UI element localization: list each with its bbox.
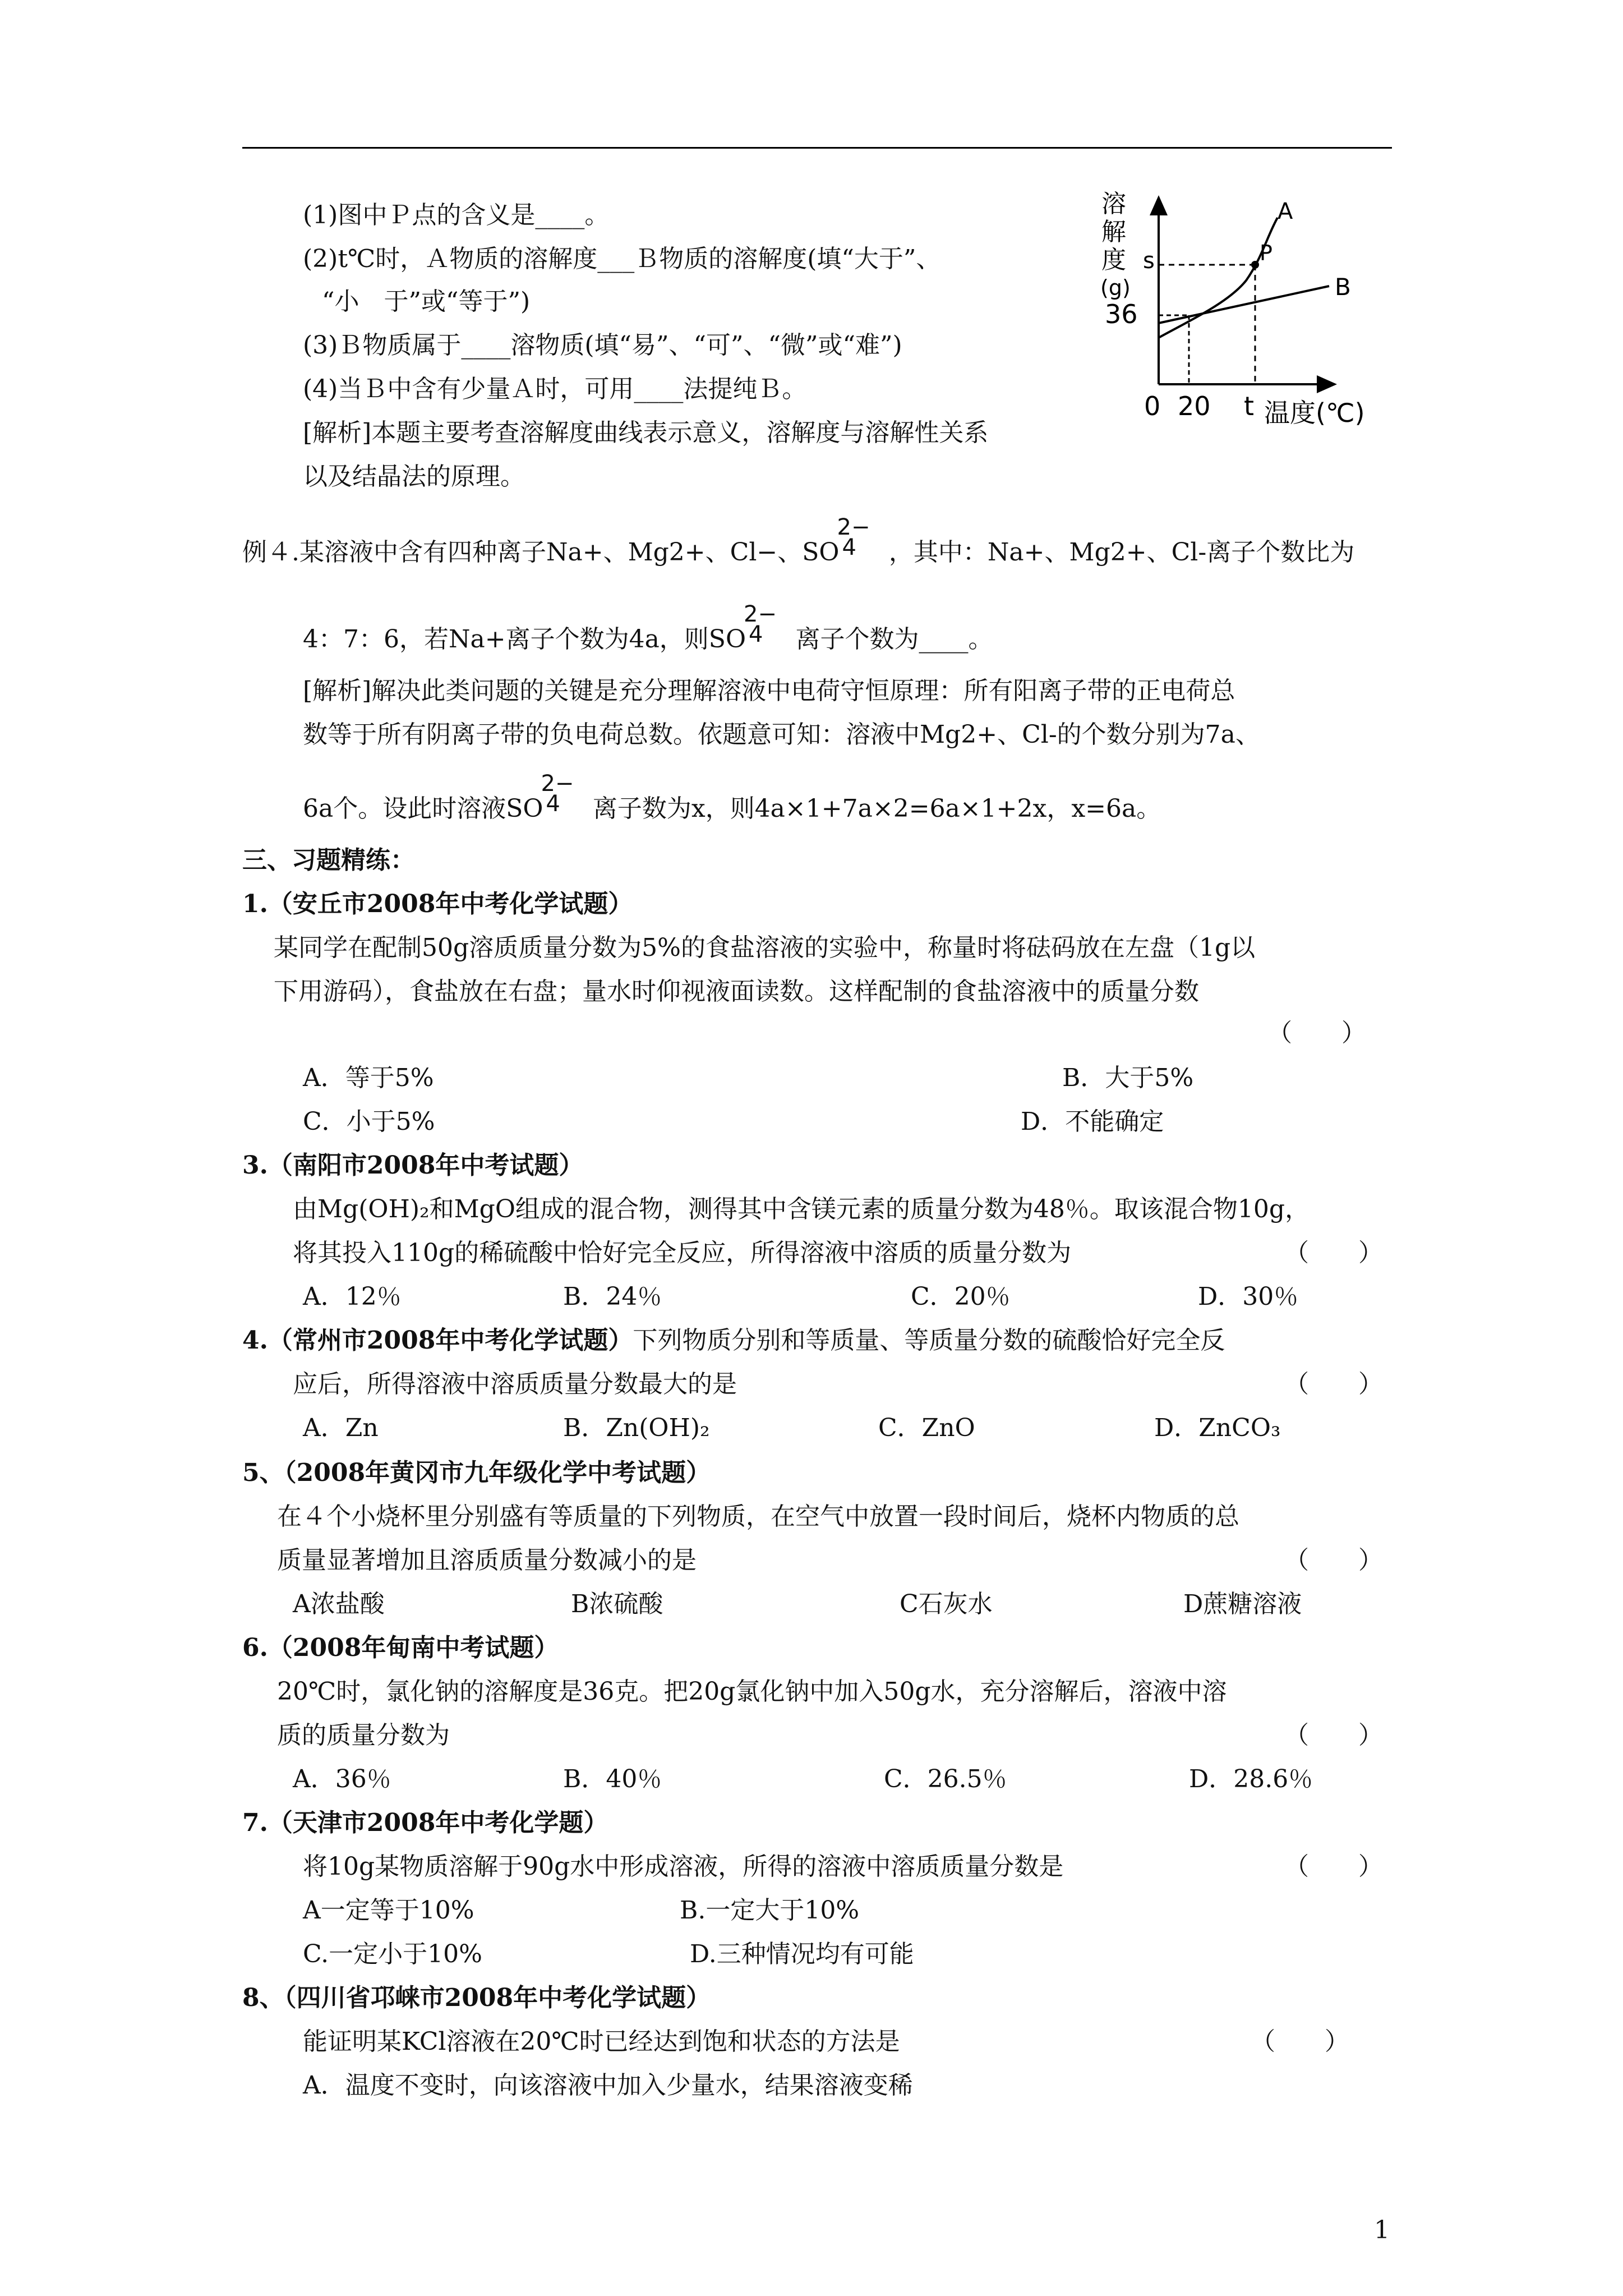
q-compare-line1: (2)t℃时，Ａ物质的溶解度___Ｂ物质的溶解度(填“大于”、 (303, 245, 941, 273)
ex4-line2 (303, 601, 993, 654)
q1-title: 1.（安丘市2008年中考化学试题） (242, 890, 633, 918)
x-tick-t: t (1244, 391, 1255, 421)
q3-title: 3.（南阳市2008年中考试题） (242, 1151, 584, 1180)
q-p-point: (1)图中Ｐ点的含义是____。 (303, 201, 610, 229)
y-label-char-4: (g) (1100, 275, 1131, 300)
x-tick-20: 20 (1178, 391, 1211, 421)
ex4-analysis-3 (303, 771, 1161, 823)
ex4-analysis-1: [解析]解决此类问题的关键是充分理解溶液中电荷守恒原理：所有阳离子带的正电荷总 (303, 677, 1235, 705)
q6-option-d: D．28.6％ (1189, 1765, 1313, 1793)
point-p (1251, 261, 1259, 269)
q6-answer-paren: （ ） (1284, 1721, 1383, 1750)
q4-stem-2: 应后，所得溶液中溶质质量分数最大的是 (293, 1370, 737, 1398)
sulfate-sub-3: 4 (546, 791, 560, 817)
ex4-analysis-2: 数等于所有阴离子带的负电荷总数。依题意可知：溶液中Mg2+、Cl-的个数分别为7a、 (303, 720, 1260, 749)
q5-answer-paren: （ ） (1284, 1546, 1383, 1575)
x-tick-0: 0 (1144, 391, 1161, 421)
q1-option-b: B．大于5% (1062, 1064, 1194, 1092)
q7-title: 7.（天津市2008年中考化学题） (242, 1809, 608, 1837)
series-b-line (1159, 286, 1329, 323)
q7-option-d: D.三种情况均有可能 (690, 1940, 914, 1968)
sulfate-charge-text: 2− (837, 514, 870, 540)
q6-option-c: C．26.5％ (884, 1765, 1007, 1793)
q7-stem-1: 将10g某物质溶解于90g水中形成溶液，所得的溶液中溶质质量分数是 (303, 1852, 1064, 1881)
sulfate-sub-2: 4 (749, 622, 763, 647)
q7-answer-paren: （ ） (1284, 1852, 1383, 1881)
q4-option-d: D．ZnCO₃ (1154, 1414, 1281, 1442)
y-tick-36: 36 (1105, 299, 1138, 329)
q1-option-d: D．不能确定 (1021, 1107, 1164, 1136)
q5-title: 5、（2008年黄冈市九年级化学中考试题） (242, 1458, 711, 1487)
q3-stem-1: 由Mg(OH)₂和MgO组成的混合物，测得其中含镁元素的质量分数为48％。取该混合物10g， (293, 1195, 1310, 1223)
sulfate-charge-2 (744, 601, 791, 647)
sulfate-charge-text-2: 2− (744, 601, 777, 627)
q4-option-b: B．Zn(OH)₂ (563, 1414, 710, 1442)
section-heading: 三、习题精练： (242, 846, 415, 875)
q7-option-a: A一定等于10% (303, 1896, 474, 1925)
sulfate-charge-3 (541, 771, 588, 817)
q5-stem-1: 在４个小烧杯里分别盛有等质量的下列物质，在空气中放置一段时间后，烧杯内物质的总 (277, 1502, 1239, 1531)
solubility-chart (1099, 191, 1391, 443)
q3-option-d: D．30％ (1198, 1282, 1299, 1311)
ex4-analysis-3-start: 6a个。设此时溶液SO (303, 794, 543, 823)
q1-option-a: A．等于5% (303, 1064, 434, 1092)
sulfate-charge (837, 514, 884, 560)
analysis-line2: 以及结晶法的原理。 (303, 462, 525, 491)
q6-stem-2: 质的质量分数为 (277, 1721, 450, 1750)
q-compare-line2: “小 于”或“等于”) (322, 287, 531, 316)
ex4-line2-start: 4：7：6，若Na+离子个数为4a，则SO (303, 625, 746, 654)
ex4-line1-end: ，其中：Na+、Mg2+、Cl-离子个数比为 (888, 538, 1355, 567)
q5-option-d: D蔗糖溶液 (1183, 1590, 1302, 1618)
sulfate-sub: 4 (842, 535, 856, 560)
q3-answer-paren: （ ） (1284, 1239, 1383, 1267)
ex4-analysis-3-end: 离子数为x，则4a×1+7a×2=6a×1+2x，x=6a。 (592, 794, 1161, 823)
q8-stem-1: 能证明某KCl溶液在20℃时已经达到饱和状态的方法是 (303, 2027, 900, 2056)
q4-answer-paren: （ ） (1284, 1370, 1383, 1398)
sulfate-charge-text-3: 2− (541, 771, 574, 797)
q1-answer-paren: （ ） (1267, 1019, 1366, 1047)
ex4-line2-end: 离子个数为____。 (795, 625, 993, 654)
q8-title: 8、（四川省邛崃市2008年中考化学试题） (242, 1984, 711, 2012)
q5-stem-2: 质量显著增加且溶质质量分数减小的是 (277, 1546, 697, 1575)
q4-option-c: C．ZnO (878, 1414, 975, 1442)
q4-stem-1: 下列物质分别和等质量、等质量分数的硫酸恰好完全反 (633, 1326, 1225, 1355)
x-label: 温度(℃) (1264, 398, 1365, 428)
q4-option-a: A．Zn (303, 1414, 379, 1442)
label-p: P (1260, 241, 1272, 265)
q1-option-c: C．小于5% (303, 1107, 435, 1136)
q5-option-a: A浓盐酸 (293, 1590, 385, 1618)
q8-answer-paren: （ ） (1251, 2027, 1349, 2056)
ex4-line1-start: 例４.某溶液中含有四种离子Na+、Mg2+、Cl−、SO (242, 538, 840, 567)
ex4-line1 (242, 514, 1355, 567)
y-label-char-1: 溶 (1101, 191, 1126, 218)
q6-stem-1: 20℃时，氯化钠的溶解度是36克。把20g氯化钠中加入50g水，充分溶解后，溶液中溶 (277, 1677, 1227, 1706)
q5-option-b: B浓硫酸 (571, 1590, 663, 1618)
q7-option-b: B.一定大于10% (680, 1896, 860, 1925)
label-a: A (1278, 199, 1293, 224)
label-b: B (1335, 273, 1351, 301)
q4-title: 4.（常州市2008年中考化学试题） (242, 1326, 633, 1355)
q3-stem-2: 将其投入110g的稀硫酸中恰好完全反应，所得溶液中溶质的质量分数为 (293, 1239, 1072, 1267)
y-tick-s: s (1143, 248, 1155, 274)
q3-option-c: C．20％ (911, 1282, 1011, 1311)
q4-line1 (242, 1328, 1225, 1353)
analysis-line1: [解析]本题主要考查溶解度曲线表示意义，溶解度与溶解性关系 (303, 418, 989, 447)
q-solubility-class: (3)Ｂ物质属于____溶物质(填“易”、“可”、“微”或“难”) (303, 331, 902, 360)
q5-option-c: C石灰水 (900, 1590, 993, 1618)
q-purify: (4)当Ｂ中含有少量Ａ时，可用____法提纯Ｂ。 (303, 375, 807, 403)
q7-option-c: C.一定小于10% (303, 1940, 482, 1968)
q3-option-b: B．24％ (563, 1282, 662, 1311)
y-label-char-2: 解 (1101, 218, 1126, 246)
q8-option-a: A．温度不变时，向该溶液中加入少量水，结果溶液变稀 (303, 2071, 913, 2100)
q6-option-b: B．40％ (563, 1765, 662, 1793)
q6-option-a: A．36％ (293, 1765, 391, 1793)
q3-option-a: A．12％ (303, 1282, 402, 1311)
q1-stem-2: 下用游码），食盐放在右盘；量水时仰视液面读数。这样配制的食盐溶液中的质量分数 (274, 977, 1199, 1006)
header-rule (242, 147, 1392, 149)
page-number: 1 (1374, 2216, 1390, 2244)
q1-stem-1: 某同学在配制50g溶质质量分数为5%的食盐溶液的实验中，称量时将砝码放在左盘（1g以 (274, 933, 1256, 962)
y-label-char-3: 度 (1101, 246, 1126, 274)
q6-title: 6.（2008年甸南中考试题） (242, 1634, 559, 1662)
